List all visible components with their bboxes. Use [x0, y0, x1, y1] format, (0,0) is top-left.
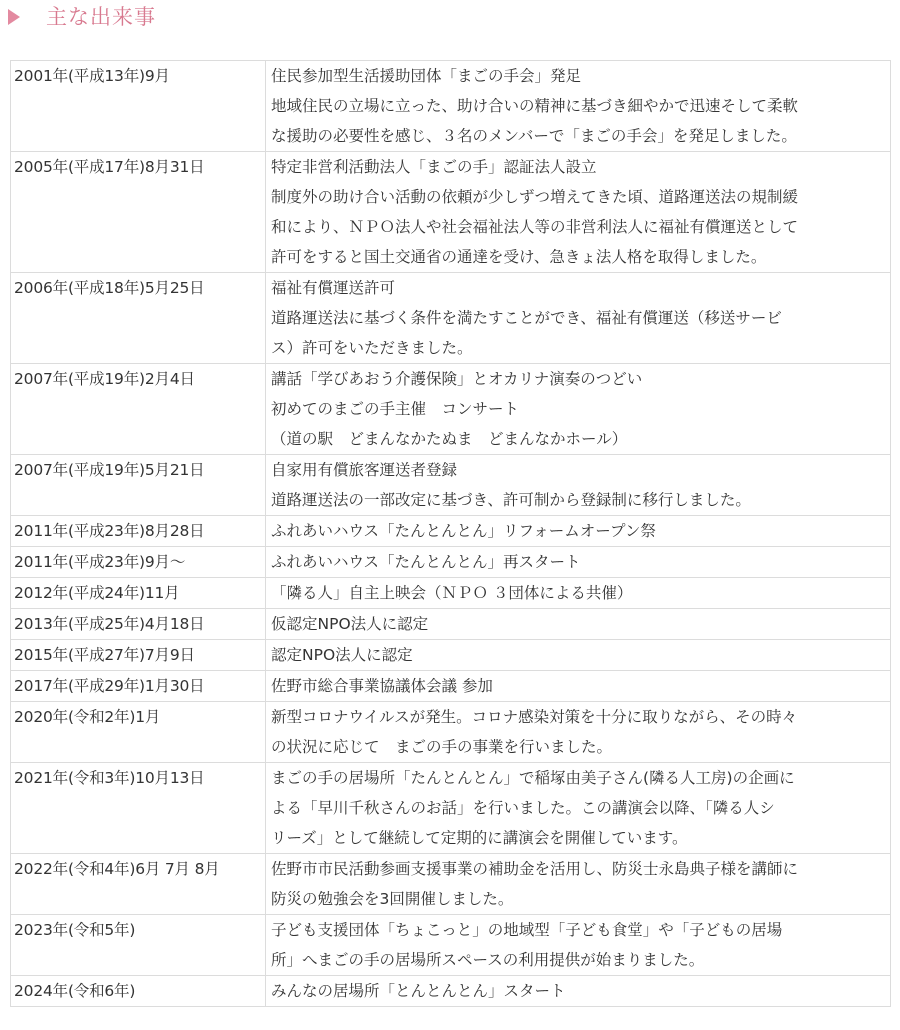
event-description [266, 547, 891, 578]
section-heading [8, 0, 156, 34]
event-date: 2007年(平成19年)2月4日 [11, 364, 266, 455]
event-text-line: ふれあいハウス「たんとんとん」再スタート [271, 553, 581, 571]
event-date: 2001年(平成13年)9月 [11, 61, 266, 152]
event-description [266, 609, 891, 640]
event-text-line: な援助の必要性を感じ、３名のメンバーで「まごの手会」を発足しました。 [271, 127, 797, 145]
event-date: 2005年(平成17年)8月31日 [11, 152, 266, 273]
event-date: 2024年(令和6年) [11, 976, 266, 1007]
table-row [11, 671, 891, 702]
event-date: 2013年(平成25年)4月18日 [11, 609, 266, 640]
event-description [266, 702, 891, 763]
event-text-line: （道の駅 どまんなかたぬま どまんなかホール） [271, 430, 628, 448]
event-description [266, 640, 891, 671]
table-row [11, 976, 891, 1007]
event-description [266, 854, 891, 915]
event-date: 2011年(平成23年)8月28日 [11, 516, 266, 547]
table-row [11, 547, 891, 578]
table-row [11, 61, 891, 152]
event-text-line: みんなの居場所「とんとんとん」スタート [271, 982, 566, 1000]
event-text-line: ふれあいハウス「たんとんとん」リフォームオープン祭 [271, 522, 656, 540]
event-description [266, 671, 891, 702]
table-row [11, 152, 891, 273]
event-date: 2020年(令和2年)1月 [11, 702, 266, 763]
event-text-line: 福祉有償運送許可 [271, 279, 396, 297]
event-text-line: 許可をすると国土交通省の通達を受け、急きょ法人格を取得しました。 [271, 248, 767, 266]
event-description [266, 273, 891, 364]
event-text-line: 「隣る人」自主上映会（ＮＰＯ ３団体による共催） [271, 584, 633, 602]
event-text-line: 初めてのまごの手主催 コンサート [271, 400, 520, 418]
event-text-line: まごの手の居場所「たんとんとん」で稲塚由美子さん(隣る人工房)の企画に [271, 769, 795, 787]
event-text-line: ス）許可をいただきました。 [271, 339, 473, 357]
event-description [266, 578, 891, 609]
event-description [266, 516, 891, 547]
event-date: 2023年(令和5年) [11, 915, 266, 976]
event-text-line: 佐野市総合事業協議体会議 参加 [271, 677, 493, 695]
event-date: 2021年(令和3年)10月13日 [11, 763, 266, 854]
event-description [266, 455, 891, 516]
table-row [11, 915, 891, 976]
event-text-line: 子ども支援団体「ちょこっと」の地域型「子ども食堂」や「子どもの居場 [271, 921, 783, 939]
event-text-line: 佐野市市民活動参画支援事業の補助金を活用し、防災士永島典子様を講師に [271, 860, 799, 878]
table-row [11, 455, 891, 516]
table-row [11, 854, 891, 915]
event-date: 2022年(令和4年)6月 7月 8月 [11, 854, 266, 915]
event-text-line: 所」へまごの手の居場所スペースの利用提供が始まりました。 [271, 951, 705, 969]
event-text-line: 認定NPO法人に認定 [271, 646, 413, 664]
event-date: 2012年(平成24年)11月 [11, 578, 266, 609]
event-description [266, 976, 891, 1007]
event-description [266, 763, 891, 854]
event-date: 2015年(平成27年)7月9日 [11, 640, 266, 671]
event-text-line: の状況に応じて まごの手の事業を行いました。 [271, 738, 613, 756]
table-row [11, 273, 891, 364]
event-text-line: 特定非営利活動法人「まごの手」認証法人設立 [271, 158, 597, 176]
event-text-line: 道路運送法の一部改定に基づき、許可制から登録制に移行しました。 [271, 491, 751, 509]
history-table-body [11, 61, 891, 1007]
event-text-line: よる「早川千秋さんのお話」を行いました。この講演会以降、「隣る人シ [271, 799, 775, 817]
table-row [11, 578, 891, 609]
table-row [11, 516, 891, 547]
event-date: 2017年(平成29年)1月30日 [11, 671, 266, 702]
event-text-line: 防災の勉強会を3回開催しました。 [271, 890, 514, 908]
table-row [11, 640, 891, 671]
event-text-line: 地域住民の立場に立った、助け合いの精神に基づき細やかで迅速そして柔軟 [271, 97, 799, 115]
event-description [266, 364, 891, 455]
event-text-line: 仮認定NPO法人に認定 [271, 615, 429, 633]
event-text-line: 制度外の助け合い活動の依頼が少しずつ増えてきた頃、道路運送法の規制緩 [271, 188, 799, 206]
table-row [11, 609, 891, 640]
table-row [11, 702, 891, 763]
event-text-line: 新型コロナウイルスが発生。コロナ感染対策を十分に取りながら、その時々 [271, 708, 798, 726]
event-text-line: 講話「学びあおう介護保険」とオカリナ演奏のつどい [271, 370, 643, 388]
triangle-arrow-icon [8, 9, 20, 25]
event-text-line: リーズ」として継続して定期的に講演会を開催しています。 [271, 829, 688, 847]
event-description [266, 915, 891, 976]
event-text-line: 道路運送法に基づく条件を満たすことができ、福祉有償運送（移送サービ [271, 309, 782, 327]
event-description [266, 152, 891, 273]
event-description [266, 61, 891, 152]
event-date: 2006年(平成18年)5月25日 [11, 273, 266, 364]
event-date: 2007年(平成19年)5月21日 [11, 455, 266, 516]
table-row [11, 763, 891, 854]
event-text-line: 和により、ＮＰＯ法人や社会福祉法人等の非営利法人に福祉有償運送として [271, 218, 799, 236]
table-row [11, 364, 891, 455]
event-text-line: 住民参加型生活援助団体「まごの手会」発足 [271, 67, 582, 85]
event-text-line: 自家用有償旅客運送者登録 [271, 461, 458, 479]
history-table [10, 60, 891, 1007]
page-title: 主な出来事 [46, 5, 156, 29]
event-date: 2011年(平成23年)9月～ [11, 547, 266, 578]
